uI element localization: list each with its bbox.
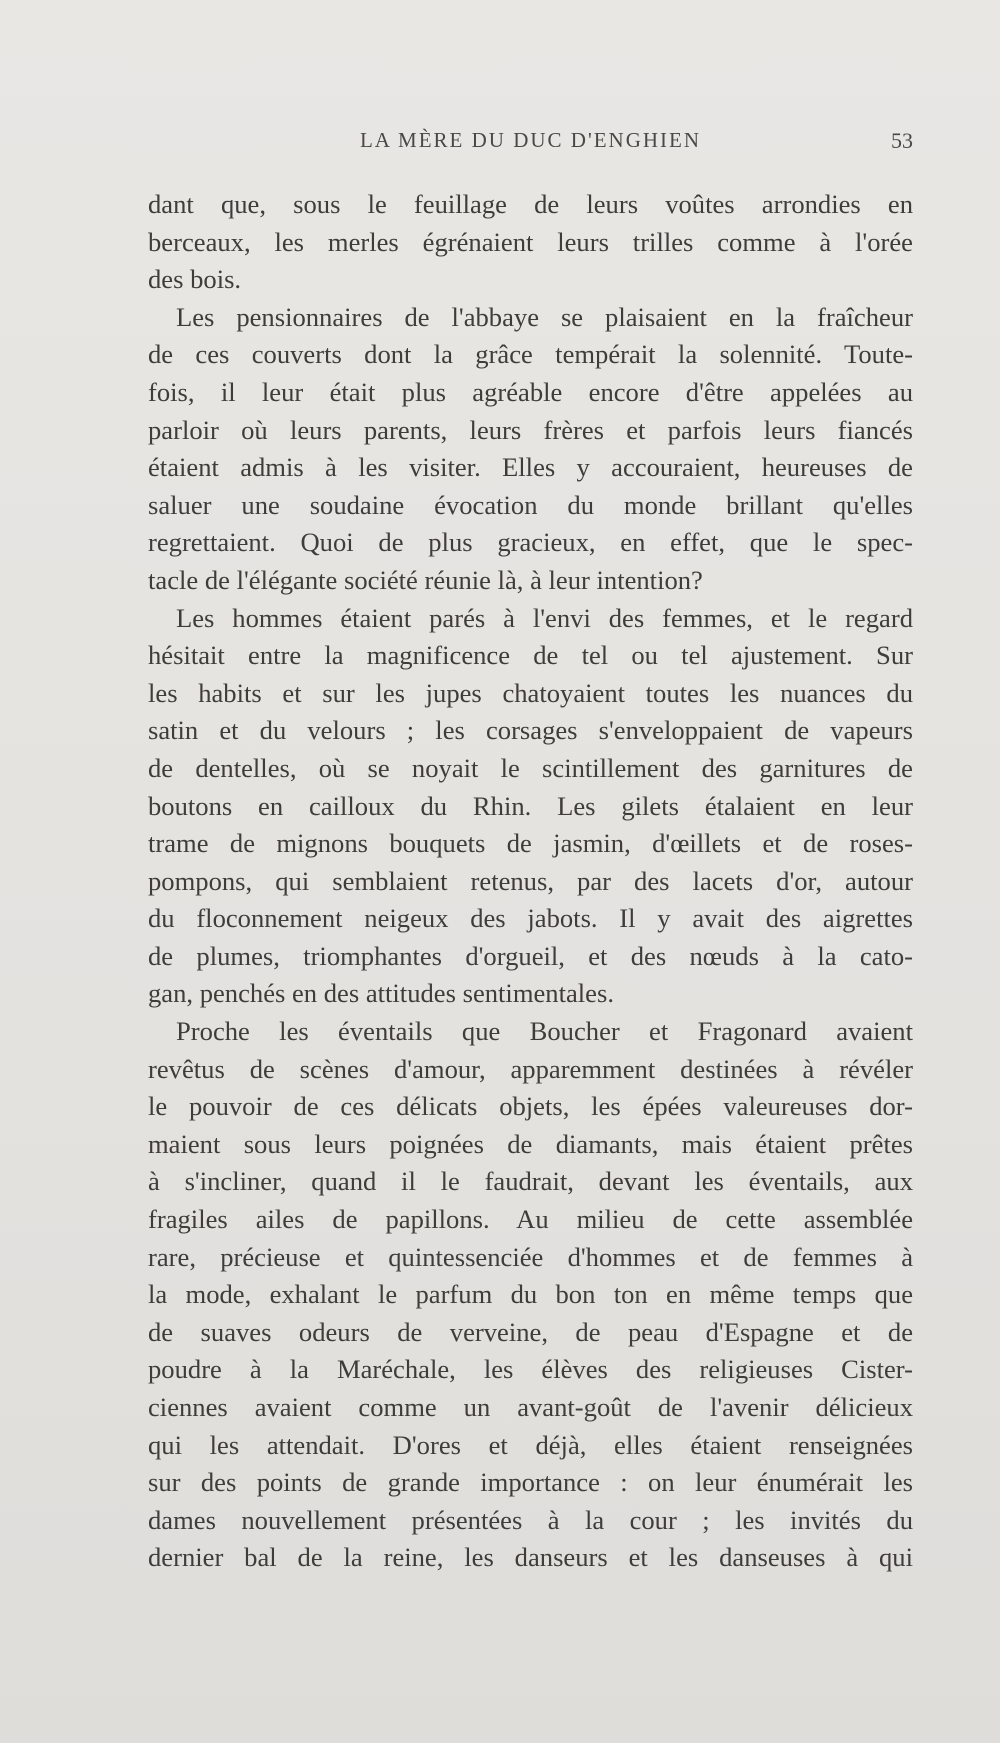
text-line: boutons en cailloux du Rhin. Les gilets étalaient en leur xyxy=(148,790,913,821)
text-line: trame de mignons bouquets de jasmin, d'œillets et de roses- xyxy=(148,828,913,859)
text-line: dernier bal de la reine, les danseurs et les danseuses à qui xyxy=(148,1542,913,1573)
text-line: la mode, exhalant le parfum du bon ton en même temps que xyxy=(148,1279,913,1310)
text-line: hésitait entre la magnificence de tel ou tel ajustement. Sur xyxy=(148,640,913,671)
running-title: LA MÈRE DU DUC D'ENGHIEN xyxy=(359,128,702,152)
page-number: 53 xyxy=(891,128,913,153)
text-line: Les pensionnaires de l'abbaye se plaisaient en la fraîcheur xyxy=(176,301,913,332)
text-line: de suaves odeurs de verveine, de peau d'Espagne et de xyxy=(148,1316,913,1347)
text-line: des bois. xyxy=(148,264,242,295)
text-line: berceaux, les merles égrénaient leurs trilles comme à l'orée xyxy=(148,226,913,257)
text-line: fragiles ailes de papillons. Au milieu de cette assemblée xyxy=(148,1204,913,1235)
text-line: ciennes avaient comme un avant-goût de l'avenir délicieux xyxy=(148,1392,913,1422)
text-line: maient sous leurs poignées de diamants, mais étaient prêtes xyxy=(148,1128,913,1159)
text-line: satin et du velours ; les corsages s'enveloppaient de vapeurs xyxy=(148,715,913,746)
text-line: regrettaient. Quoi de plus gracieux, en effet, que le spec- xyxy=(148,527,913,558)
text-line: fois, il leur était plus agréable encore d'être appelées au xyxy=(148,376,913,407)
text-line: à s'incliner, quand il le faudrait, devant les éventails, aux xyxy=(148,1166,913,1197)
text-line: Proche les éventails que Boucher et Fragonard avaient xyxy=(176,1016,913,1047)
text-line: poudre à la Maréchale, les élèves des religieuses Cister- xyxy=(148,1354,913,1385)
text-line: dames nouvellement présentées à la cour ; les invités du xyxy=(148,1504,913,1535)
text-line: rare, précieuse et quintessenciée d'hommes et de femmes à xyxy=(148,1241,913,1272)
text-line: Les hommes étaient parés à l'envi des femmes, et le regard xyxy=(176,602,913,633)
text-line: les habits et sur les jupes chatoyaient toutes les nuances du xyxy=(148,677,913,708)
text-line: pompons, qui semblaient retenus, par des lacets d'or, autour xyxy=(148,865,913,896)
text-line: dant que, sous le feuillage de leurs voûtes arrondies en xyxy=(148,189,913,219)
text-line: le pouvoir de ces délicats objets, les épées valeureuses dor- xyxy=(148,1091,913,1122)
text-line: saluer une soudaine évocation du monde brillant qu'elles xyxy=(148,489,913,520)
running-head xyxy=(148,128,913,168)
text-line: qui les attendait. D'ores et déjà, elles étaient renseignées xyxy=(148,1429,913,1460)
text-line: revêtus de scènes d'amour, apparemment destinées à révéler xyxy=(148,1053,913,1084)
text-line: sur des points de grande importance : on leur énumérait les xyxy=(148,1467,913,1498)
body-text xyxy=(148,186,913,1577)
text-line: du floconnement neigeux des jabots. Il y avait des aigrettes xyxy=(148,903,913,934)
text-line: tacle de l'élégante société réunie là, à leur intention? xyxy=(148,564,703,595)
text-line: gan, penchés en des attitudes sentimentales. xyxy=(148,978,614,1009)
text-line: de ces couverts dont la grâce tempérait la solennité. Toute- xyxy=(148,339,913,370)
text-line: de dentelles, où se noyait le scintillement des garnitures de xyxy=(148,752,913,783)
text-line: parloir où leurs parents, leurs frères et parfois leurs fiancés xyxy=(148,414,913,445)
text-line: de plumes, triomphantes d'orgueil, et des nœuds à la cato- xyxy=(148,940,913,971)
text-line: étaient admis à les visiter. Elles y accouraient, heureuses de xyxy=(148,452,913,483)
